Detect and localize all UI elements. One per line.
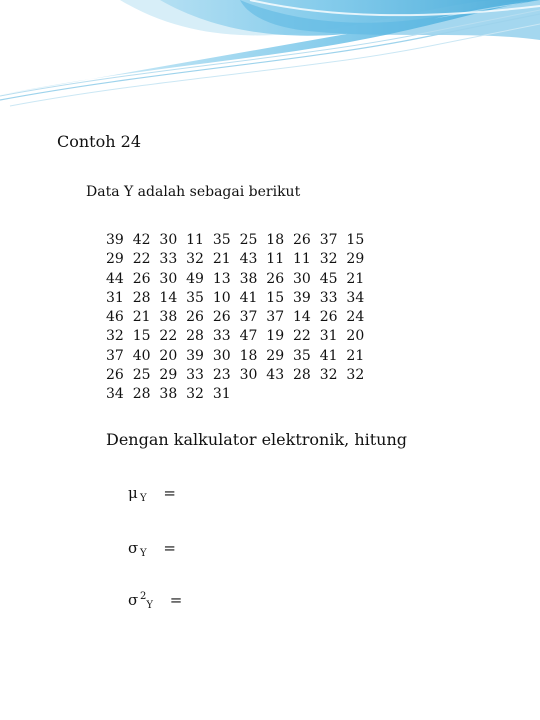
mu-symbol: μ [128,484,138,502]
equals-sign: = [163,484,176,502]
decorative-wave-banner [0,0,540,110]
superscript: 2 [140,591,147,602]
equals-sign: = [163,539,176,557]
data-row: 44 26 30 49 13 38 26 30 45 21 [106,270,365,287]
instruction-text: Dengan kalkulator elektronik, hitung [106,430,408,449]
std-dev-formula [128,539,176,559]
data-row: 37 40 20 39 30 18 29 35 41 21 [106,347,365,364]
equals-sign: = [169,591,183,609]
data-row: 29 22 33 32 21 43 11 11 32 29 [106,251,365,268]
subscript: Y [140,548,147,559]
data-table [106,231,364,405]
data-row: 39 42 30 11 35 25 18 26 37 15 [106,232,365,248]
data-description: Data Y adalah sebagai berikut [86,184,301,200]
subscript: Y [140,493,147,504]
sigma-symbol: σ [128,591,139,609]
slide-title: Contoh 24 [57,132,141,151]
subscript: Y [146,600,153,611]
data-row: 34 28 38 32 31 [106,386,231,403]
data-row: 32 15 22 28 33 47 19 22 31 20 [106,328,365,345]
data-row: 26 25 29 33 23 30 43 28 32 32 [106,367,365,384]
sigma-symbol: σ [128,539,139,557]
data-row: 31 28 14 35 10 41 15 39 33 34 [106,289,365,306]
mean-formula [128,484,176,504]
variance-formula [128,591,182,611]
data-row: 46 21 38 26 26 37 37 14 26 24 [106,309,365,326]
